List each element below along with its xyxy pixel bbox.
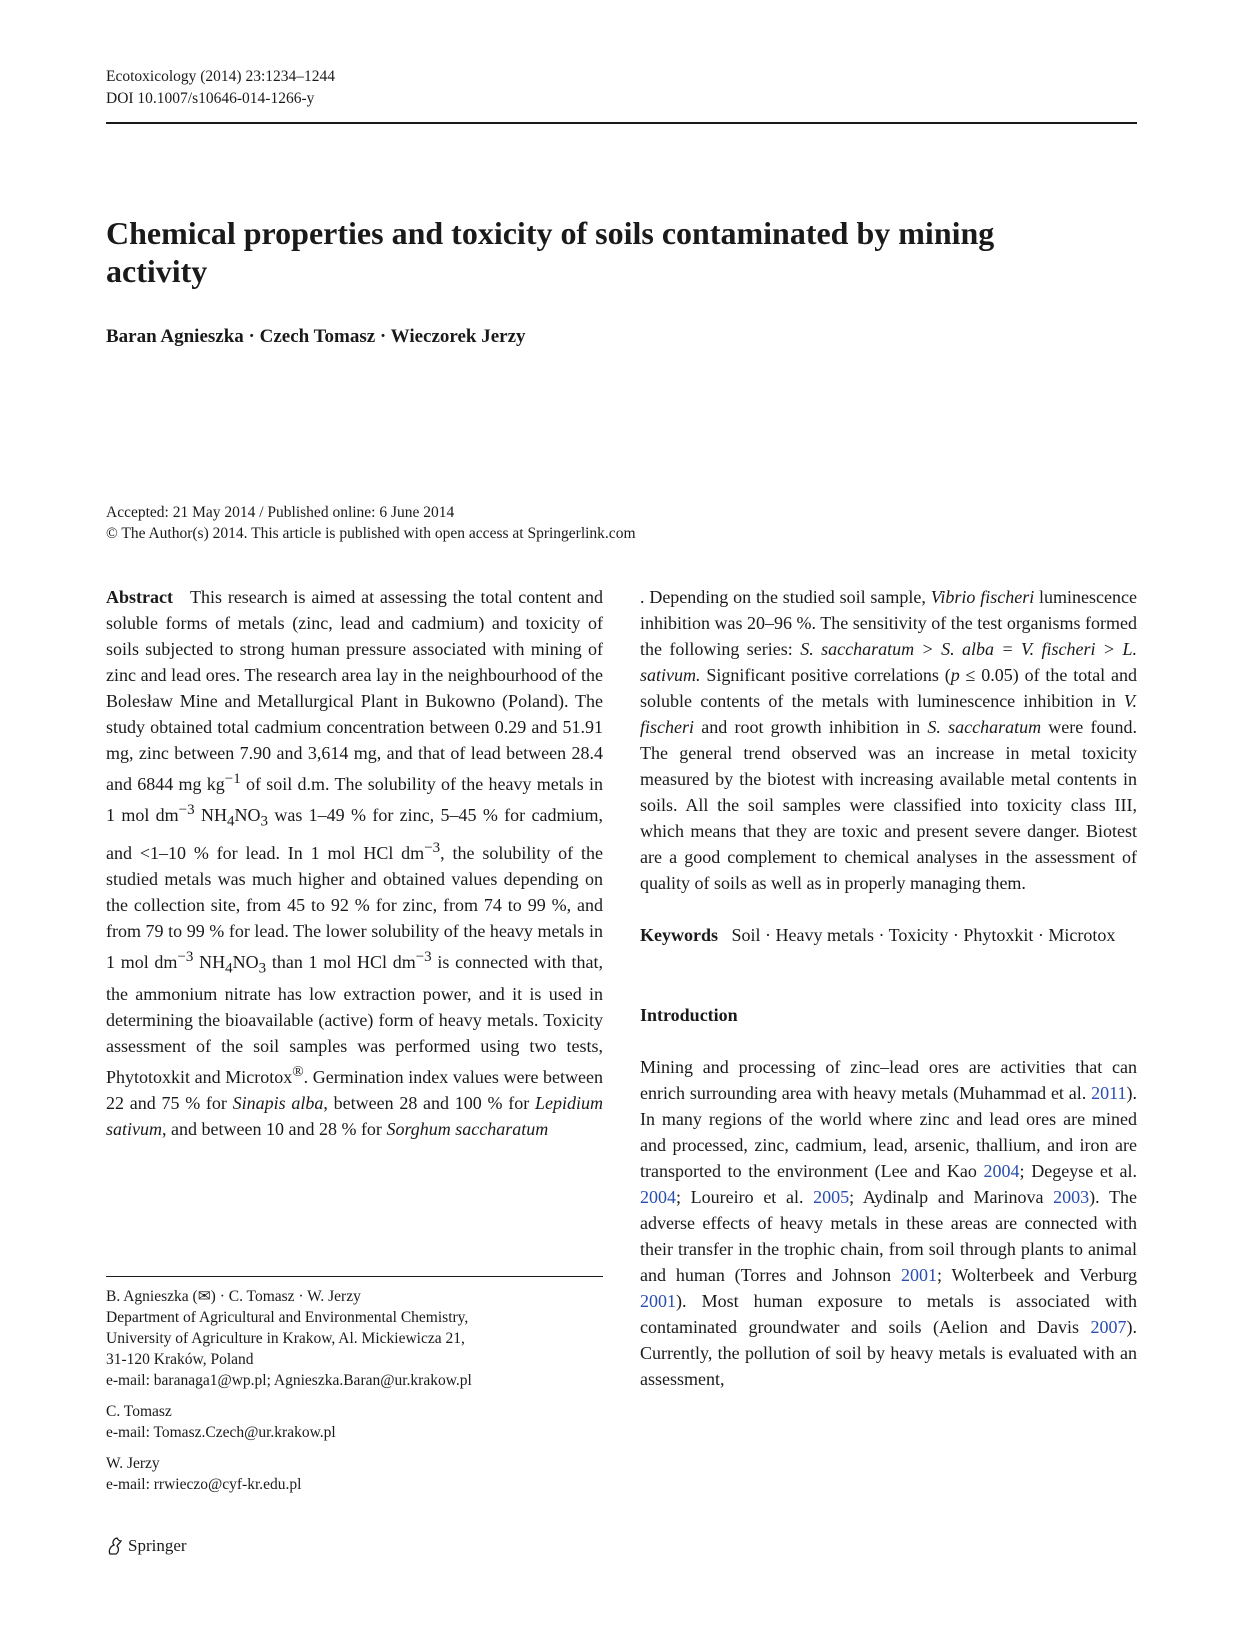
abstract-text: of soil d.m. The solubility of the heavy metals in 1 mol dm bbox=[106, 774, 603, 825]
intro-text: ; Wolterbeek and Verburg bbox=[936, 1265, 1137, 1285]
affiliation-rule bbox=[106, 1276, 603, 1277]
species-name: Vibrio fischeri bbox=[930, 587, 1035, 607]
springer-horse-icon bbox=[106, 1536, 124, 1556]
subscript: 3 bbox=[258, 960, 267, 977]
intro-text: ). Currently, the pollution of soil by heavy metals is evaluated with an assessment, bbox=[640, 1317, 1137, 1389]
citation-link[interactable]: 2005 bbox=[813, 1187, 850, 1207]
affiliation-block bbox=[106, 1286, 603, 1505]
intro-text: Mining and processing of zinc–lead ores are activities that can enrich surrounding area with heavy metals (Muhammad et al. bbox=[640, 1057, 1137, 1103]
intro-text: ). Most human exposure to metals is associated with contaminated groundwater and soils (Aelion and Davis bbox=[640, 1291, 1137, 1337]
publication-dates bbox=[106, 502, 636, 544]
journal-header bbox=[106, 66, 335, 110]
intro-text: ). The adverse effects of heavy metals in these areas are connected with their transfer in the trophic chain, from soil through plants to animal and human (Torres and Johnson bbox=[640, 1187, 1137, 1285]
citation-link[interactable]: 2001 bbox=[640, 1291, 676, 1311]
right-column bbox=[640, 584, 1137, 1392]
doi[interactable]: DOI 10.1007/s10646-014-1266-y bbox=[106, 90, 315, 107]
superscript: −3 bbox=[424, 839, 441, 856]
author-name-3: W. Jerzy bbox=[106, 1455, 160, 1472]
abstract-text: luminescence inhibition was 20–96 %. The sensitivity of the test organisms formed the following series: bbox=[640, 587, 1137, 659]
abstract-text: and root growth inhibition in bbox=[694, 717, 928, 737]
email-line-1[interactable]: e-mail: baranaga1@wp.pl; Agnieszka.Baran@ur.krakow.pl bbox=[106, 1372, 472, 1389]
abstract-label: Abstract bbox=[106, 587, 173, 607]
species-series: S. saccharatum > S. alba = V. fischeri > L. sativum. bbox=[640, 639, 1137, 685]
introduction-heading: Introduction bbox=[640, 1005, 738, 1025]
abstract-text: NH bbox=[194, 805, 227, 825]
intro-text: ; Loureiro et al. bbox=[676, 1187, 814, 1207]
copyright-line: © The Author(s) 2014. This article is published with open access at Springerlink.com bbox=[106, 525, 636, 542]
abstract-text: NH bbox=[193, 951, 226, 972]
superscript: −1 bbox=[224, 771, 241, 787]
p-symbol: p bbox=[950, 665, 960, 685]
affiliation-second bbox=[106, 1401, 603, 1443]
superscript: −3 bbox=[178, 802, 195, 818]
abstract-text: . Germination index values were between 22 and 75 % for bbox=[106, 1067, 604, 1114]
species-name: Lepidium sativum bbox=[106, 1093, 603, 1140]
abstract-text: . Depending on the studied soil sample, bbox=[640, 587, 931, 607]
superscript: −3 bbox=[177, 948, 194, 965]
subscript: 4 bbox=[225, 960, 233, 977]
species-name: V. fischeri bbox=[640, 691, 1137, 737]
journal-citation: Ecotoxicology (2014) 23:1234–1244 bbox=[106, 68, 336, 85]
species-name: S. saccharatum bbox=[927, 717, 1042, 737]
abstract-text: is connected with that, the ammonium nitrate has low extraction power, and it is used in determining the bioavailable (active) form of heavy metals. Toxicity assessment of the soil samples was performed using two tests, Phytotoxkit and Microtox bbox=[106, 951, 603, 1088]
subscript: 4 bbox=[227, 813, 235, 830]
article-title: Chemical properties and toxicity of soils contaminated by mining activity bbox=[106, 215, 995, 289]
subscript: 3 bbox=[260, 813, 268, 830]
department-line: Department of Agricultural and Environmental Chemistry, bbox=[106, 1309, 469, 1326]
abstract-text: than 1 mol HCl dm bbox=[266, 951, 416, 972]
abstract-text: was 1–49 % for zinc, 5–45 % for cadmium, and <1–10 % for lead. In 1 mol HCl dm bbox=[106, 805, 603, 863]
publisher-name: Springer bbox=[128, 1536, 187, 1555]
keywords bbox=[640, 922, 1137, 948]
author-list: Baran Agnieszka · Czech Tomasz · Wieczorek Jerzy bbox=[106, 326, 526, 347]
abstract-text: NO bbox=[234, 805, 261, 825]
abstract-text: This research is aimed at assessing the total content and soluble forms of metals (zinc, lead and cadmium) and toxicity of soils subjected to strong human pressure associated with mining of zinc and lead ores. The research area lay in the neighbourhood of the Bolesław Mine and Metallurgical Plant in Bukowno (Poland). The study obtained total cadmium concentration between 0.29 and 51.91 mg, zinc between 7.90 and 3,614 mg, and that of lead between 28.4 and 6844 mg kg bbox=[106, 587, 603, 794]
publisher-footer bbox=[106, 1536, 187, 1556]
abstract-text: , the solubility of the studied metals was much higher and obtained values depending on the collection site, from 45 to 92 % for zinc, from 74 to 99 %, and from 79 to 99 % for lead. The lower solubility of the heavy metals in 1 mol dm bbox=[106, 842, 604, 972]
superscript: −3 bbox=[415, 948, 432, 965]
university-line: University of Agriculture in Krakow, Al. Mickiewicza 21, bbox=[106, 1330, 465, 1347]
abstract-text: were found. The general trend observed was an increase in metal toxicity measured by the biotest with increasing available metal contents in soils. All the soil samples were classified into toxicity class III, which means that they are toxic and present severe danger. Biotest are a good complement to chemical analyses in the assessment of quality of soils as well as in properly managing them. bbox=[640, 717, 1137, 893]
intro-text: ; Aydinalp and Marinova bbox=[849, 1187, 1054, 1207]
accepted-published: Accepted: 21 May 2014 / Published online: 6 June 2014 bbox=[106, 504, 455, 521]
citation-link[interactable]: 2007 bbox=[1090, 1317, 1127, 1337]
affiliation-authors: B. Agnieszka (✉) · C. Tomasz · W. Jerzy bbox=[106, 1288, 361, 1305]
header-rule bbox=[106, 122, 1137, 124]
citation-link[interactable]: 2003 bbox=[1053, 1187, 1090, 1207]
keywords-label: Keywords bbox=[640, 925, 718, 945]
introduction-text bbox=[640, 1054, 1137, 1392]
abstract-text: , between 28 and 100 % for bbox=[323, 1093, 535, 1114]
abstract bbox=[106, 584, 603, 1142]
keywords-text: Soil · Heavy metals · Toxicity · Phytoxkit · Microtox bbox=[731, 925, 1116, 945]
citation-link[interactable]: 2011 bbox=[1091, 1083, 1127, 1103]
left-column bbox=[106, 584, 603, 1142]
intro-text: ; Degeyse et al. bbox=[1019, 1161, 1137, 1181]
email-line-2[interactable]: e-mail: Tomasz.Czech@ur.krakow.pl bbox=[106, 1424, 336, 1441]
citation-link[interactable]: 2004 bbox=[640, 1187, 676, 1207]
city-line: 31-120 Kraków, Poland bbox=[106, 1351, 254, 1368]
abstract-continued bbox=[640, 584, 1137, 896]
email-line-3[interactable]: e-mail: rrwieczo@cyf-kr.edu.pl bbox=[106, 1476, 302, 1493]
citation-link[interactable]: 2001 bbox=[900, 1265, 937, 1285]
superscript: ® bbox=[292, 1064, 304, 1081]
species-name: Sorghum saccharatum bbox=[386, 1119, 549, 1140]
affiliation-third bbox=[106, 1453, 603, 1495]
affiliation-primary bbox=[106, 1286, 603, 1391]
citation-link[interactable]: 2004 bbox=[983, 1161, 1020, 1181]
intro-text: ). In many regions of the world where zinc and lead ores are mined and processed, zinc, cadmium, lead, arsenic, thallium, and iron are transported to the environment (Lee and Kao bbox=[640, 1083, 1137, 1181]
author-name-2: C. Tomasz bbox=[106, 1403, 172, 1420]
abstract-text: Significant positive correlations ( bbox=[700, 665, 951, 685]
abstract-text: , and between 10 and 28 % for bbox=[162, 1119, 387, 1140]
abstract-text: ≤ 0.05) of the total and soluble contents of the metals with luminescence inhibition in bbox=[640, 665, 1137, 711]
abstract-text: NO bbox=[232, 951, 259, 972]
species-name: Sinapis alba bbox=[232, 1093, 324, 1114]
